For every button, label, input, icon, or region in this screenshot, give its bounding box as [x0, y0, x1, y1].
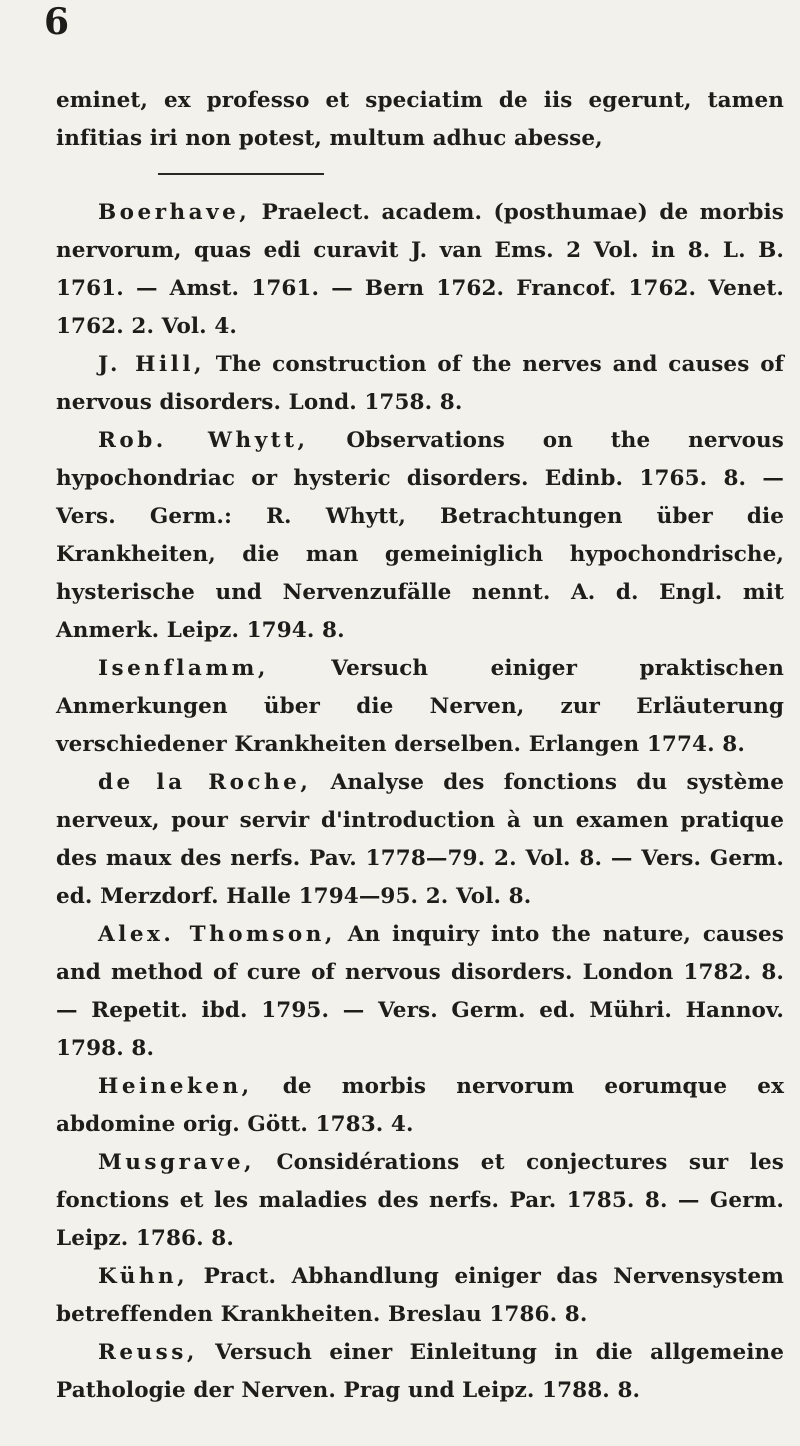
entry-author: Musgrave,: [98, 1150, 255, 1175]
entry-author: J. Hill,: [98, 352, 205, 377]
entry-author: Kühn,: [98, 1264, 189, 1289]
bibliography-entry: [56, 346, 784, 422]
entry-text: de morbis nervorum eorumque ex abdomine orig. Gött. 1783. 4.: [56, 1074, 784, 1137]
bibliography-entry: [56, 194, 784, 346]
bibliography-entry: [56, 764, 784, 916]
entry-author: Alex. Thomson,: [98, 922, 336, 947]
bibliography-entry: [56, 1144, 784, 1258]
entry-author: Reuss,: [98, 1340, 198, 1365]
entry-text: An inquiry into the nature, causes and method of cure of nervous disorders. London 1782. 8. — Repetit. ibd. 1795. — Vers. Germ. ed. Mühri. Hannov. 1798. 8.: [56, 922, 784, 1061]
entry-text: Praelect. academ. (posthumae) de morbis nervorum, quas edi curavit J. van Ems. 2 Vol. in 8. L. B. 1761. — Amst. 1761. — Bern 1762. Francof. 1762. Venet. 1762. 2. Vol. 4.: [56, 200, 784, 339]
bibliography-entry: [56, 422, 784, 650]
page-body: [56, 82, 784, 1410]
entry-author: Rob. Whytt,: [98, 428, 309, 453]
entry-text: Versuch einiger praktischen Anmerkungen über die Nerven, zur Erläuterung verschiedener Krankheiten derselben. Erlangen 1774. 8.: [56, 656, 784, 757]
entry-author: de la Roche,: [98, 770, 312, 795]
bibliography-entry: [56, 1258, 784, 1334]
page-number: 6: [44, 1, 70, 43]
intro-paragraph: eminet, ex professo et speciatim de iis egerunt, tamen infitias iri non potest, multum adhuc abesse,: [56, 88, 784, 151]
entry-text: Observations on the nervous hypochondriac or hysteric disorders. Edinb. 1765. 8. — Vers. Germ.: R. Whytt, Betrachtungen über die Krankheiten, die man gemeiniglich hypochondrische, hysterische und Nervenzufälle nennt. A. d. Engl. mit Anmerk. Leipz. 1794. 8.: [56, 428, 784, 643]
entry-text: The construction of the nerves and causes of nervous disorders. Lond. 1758. 8.: [56, 352, 784, 415]
bibliography-entry: [56, 1068, 784, 1144]
entry-text: Pract. Abhandlung einiger das Nervensystem betreffenden Krankheiten. Breslau 1786. 8.: [56, 1264, 784, 1327]
entry-text: Considérations et conjectures sur les fonctions et les maladies des nerfs. Par. 1785. 8. — Germ. Leipz. 1786. 8.: [56, 1150, 784, 1251]
bibliography-entry: [56, 916, 784, 1068]
entry-author: Isenflamm,: [98, 656, 269, 681]
bibliography-entry: [56, 650, 784, 764]
entry-author: Boerhave,: [98, 200, 251, 225]
bibliography-entry: [56, 1334, 784, 1410]
entry-author: Heineken,: [98, 1074, 253, 1099]
section-divider: [158, 173, 324, 175]
entry-text: Analyse des fonctions du système nerveux, pour servir d'introduction à un examen pratique des maux des nerfs. Pav. 1778—79. 2. Vol. 8. — Vers. Germ. ed. Merzdorf. Halle 1794—95. 2. Vol. 8.: [56, 770, 784, 909]
entry-text: Versuch einer Einleitung in die allgemeine Pathologie der Nerven. Prag und Leipz. 1788. 8.: [56, 1340, 784, 1403]
